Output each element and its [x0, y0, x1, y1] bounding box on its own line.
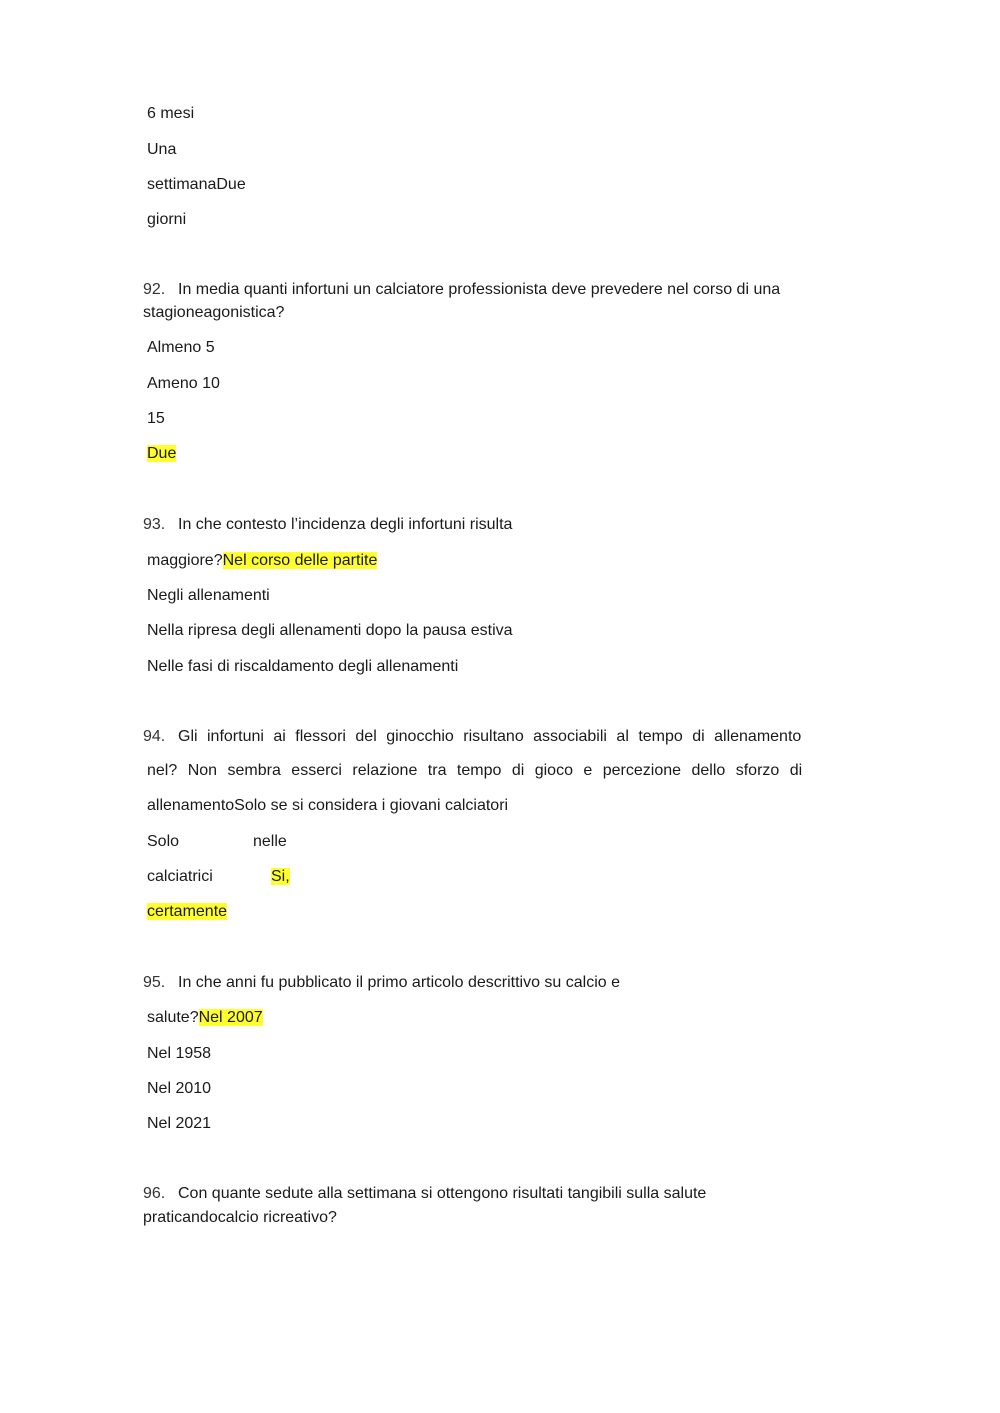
option-text: Nelle fasi di riscaldamento degli allenamenti [147, 658, 459, 675]
option-row [147, 901, 227, 923]
question-text-row [147, 550, 377, 572]
question-number: 95. [143, 974, 166, 991]
question-text: In che contesto l’incidenza degli infortuni risulta [178, 516, 513, 533]
option-text: Nel 2010 [147, 1080, 212, 1097]
option-text: nelle [253, 833, 287, 850]
question-text: salute? [147, 1009, 199, 1026]
highlighted-answer: Due [147, 445, 177, 462]
option-text: Almeno 5 [147, 339, 215, 356]
question-92 [143, 279, 780, 301]
question-number: 92. [143, 281, 166, 298]
option-text: 15 [147, 410, 165, 427]
option-text: Solo [147, 833, 180, 850]
question-number: 93. [143, 516, 166, 533]
question-95 [143, 972, 620, 994]
question-text: In che anni fu pubblicato il primo articolo descrittivo su calcio e [178, 974, 620, 991]
question-93 [143, 514, 512, 536]
question-96 [143, 1183, 706, 1205]
option-text: calciatrici [147, 868, 213, 885]
option-text: Ameno 10 [147, 375, 220, 392]
question-text: praticandocalcio ricreativo? [143, 1209, 337, 1226]
option-text: Negli allenamenti [147, 587, 270, 604]
question-94 [143, 726, 801, 748]
option-text: giorni [147, 211, 187, 228]
question-text: allenamentoSolo se si considera i giovani calciatori [147, 797, 509, 814]
option-text: Una [147, 141, 177, 158]
question-number: 94. [143, 728, 166, 745]
question-text: nel? Non sembra esserci relazione tra tempo di gioco e percezione dello sforzo di [147, 762, 803, 779]
question-text: stagioneagonistica? [143, 304, 285, 321]
option-text: Nel 1958 [147, 1045, 212, 1062]
highlighted-answer: Nel 2007 [198, 1009, 263, 1026]
question-number: 96. [143, 1185, 166, 1202]
option-row [147, 443, 176, 465]
question-text-row [147, 1007, 263, 1029]
question-text: Con quante sedute alla settimana si ottengono risultati tangibili sulla salute [178, 1185, 707, 1202]
question-text: In media quanti infortuni un calciatore professionista deve prevedere nel corso di una [178, 281, 781, 298]
option-text: 6 mesi [147, 105, 195, 122]
highlighted-answer: certamente [147, 903, 228, 920]
question-text: maggiore? [147, 552, 223, 569]
highlighted-answer: Nel corso delle partite [222, 552, 378, 569]
option-text: Nella ripresa degli allenamenti dopo la pausa estiva [147, 622, 513, 639]
option-text: settimanaDue [147, 176, 246, 193]
highlighted-answer: Si, [271, 868, 290, 885]
option-row [271, 866, 290, 888]
question-text: Gli infortuni ai flessori del ginocchio risultano associabili al tempo di allenamento [178, 728, 802, 745]
option-text: Nel 2021 [147, 1115, 212, 1132]
